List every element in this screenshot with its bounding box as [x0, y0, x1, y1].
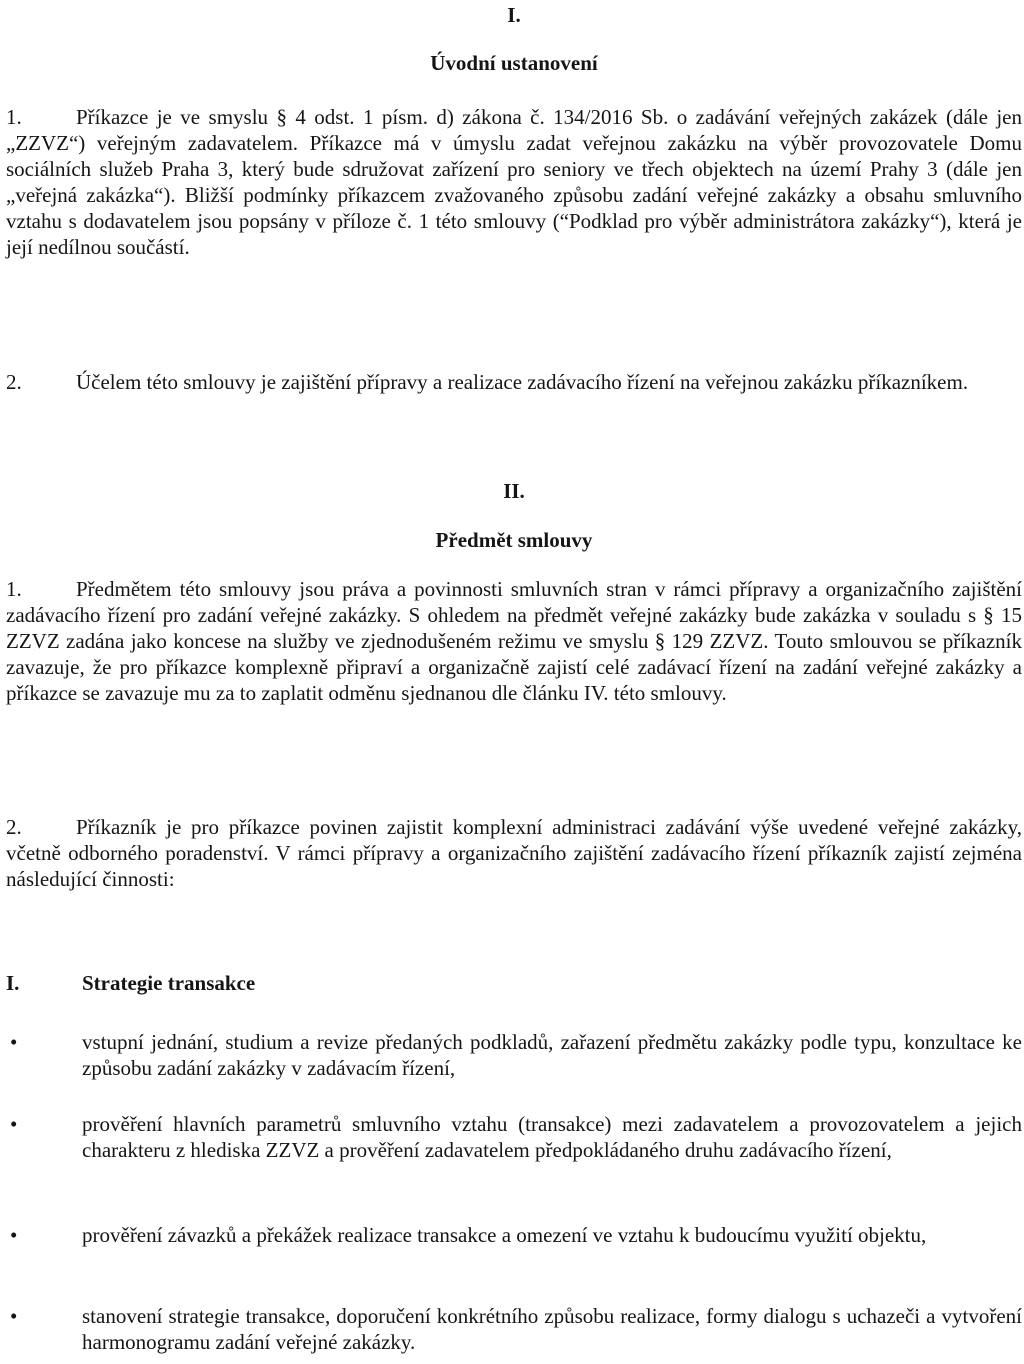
- bullet-icon: •: [10, 1304, 18, 1328]
- subsection-number: I.: [6, 971, 20, 995]
- list-item: [6, 1029, 1022, 1081]
- paragraph-text: Předmětem této smlouvy jsou práva a povinnosti smluvních stran v rámci přípravy a organizačního zajištění zadávacího řízení pro zadání veřejné zakázky. S ohledem na předmět veřejné zakázky bude zakázka v souladu s § 15 ZZVZ zadána jako koncese na služby ve zjednodušeném režimu ve smyslu § 129 ZZVZ. Touto smlouvou se příkazník zavazuje, že pro příkazce komplexně připraví a organizačně zajistí celé zadávací řízení na zadání veřejné zakázky a příkazce se zavazuje mu za to zaplatit odměnu sjednanou dle článku IV. této smlouvy.: [6, 577, 1022, 705]
- paragraph: [6, 104, 1022, 260]
- section-title: Úvodní ustanovení: [430, 51, 598, 75]
- list-item: [6, 1222, 1022, 1248]
- paragraph: [6, 576, 1022, 706]
- paragraph-number: 2.: [6, 815, 22, 839]
- list-item-text: stanovení strategie transakce, doporučení konkrétního způsobu realizace, formy dialogu s uchazeči a vytvoření harmonogramu zadání veřejné zakázky.: [82, 1304, 1022, 1354]
- paragraph: [6, 369, 1022, 395]
- section-title: Předmět smlouvy: [435, 528, 593, 552]
- paragraph: [6, 814, 1022, 892]
- paragraph-number: 1.: [6, 105, 22, 129]
- list-item-text: vstupní jednání, studium a revize předaných podkladů, zařazení předmětu zakázky podle typu, konzultace ke způsobu zadání zakázky v zadávacím řízení,: [82, 1030, 1022, 1080]
- section-number: II.: [503, 479, 525, 503]
- bullet-icon: •: [10, 1030, 18, 1054]
- bullet-icon: •: [10, 1223, 18, 1247]
- subsection-title: Strategie transakce: [82, 971, 256, 995]
- paragraph-text: Příkazník je pro příkazce povinen zajistit komplexní administraci zadávání výše uvedené veřejné zakázky, včetně odborného poradenství. V rámci přípravy a organizačního zajištění zadávacího řízení příkazník zajistí zejména následující činnosti:: [6, 815, 1022, 891]
- bullet-icon: •: [10, 1112, 18, 1136]
- paragraph-text: Účelem této smlouvy je zajištění přípravy a realizace zadávacího řízení na veřejnou zakázku příkazníkem.: [76, 370, 969, 394]
- section-number: I.: [507, 3, 521, 27]
- subsection-heading: [6, 970, 1022, 996]
- paragraph-number: 1.: [6, 577, 22, 601]
- list-item-text: prověření hlavních parametrů smluvního vztahu (transakce) mezi zadavatelem a provozovatelem a jejich charakteru z hlediska ZZVZ a prověření zadavatelem předpokládaného druhu zadávacího řízení,: [82, 1112, 1022, 1162]
- list-item: [6, 1303, 1022, 1355]
- list-item-text: prověření závazků a překážek realizace transakce a omezení ve vztahu k budoucímu využití objektu,: [82, 1223, 927, 1247]
- list-item: [6, 1111, 1022, 1163]
- paragraph-number: 2.: [6, 370, 22, 394]
- paragraph-text: Příkazce je ve smyslu § 4 odst. 1 písm. d) zákona č. 134/2016 Sb. o zadávání veřejných zakázek (dále jen „ZZVZ“) veřejným zadavatelem. Příkazce má v úmyslu zadat veřejnou zakázku na výběr provozovatele Domu sociálních služeb Praha 3, který bude sdružovat zařízení pro seniory ve třech objektech na území Prahy 3 (dále jen „veřejná zakázka“). Bližší podmínky příkazcem zvažovaného způsobu zadání veřejné zakázky a obsahu smluvního vztahu s dodavatelem jsou popsány v příloze č. 1 této smlouvy (“Podklad pro výběr administrátora zakázky“), která je její nedílnou součástí.: [6, 105, 1022, 259]
